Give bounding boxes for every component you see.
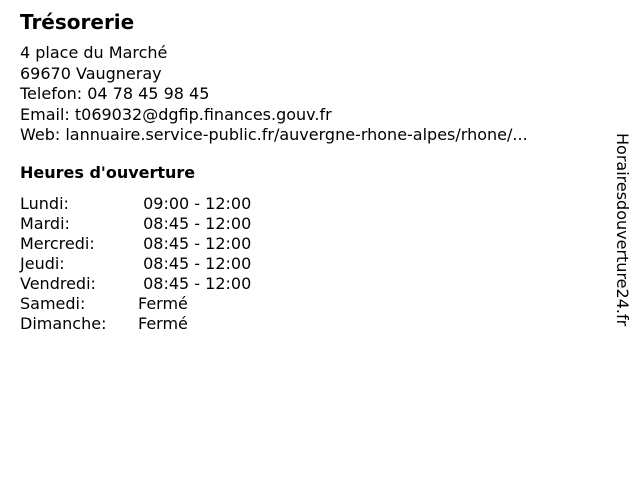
street-address: 4 place du Marché [20, 43, 168, 62]
website-link: Web: lannuaire.service-public.fr/auvergne-rhone-alpes/rhone/... [20, 125, 528, 144]
day-hours: Fermé [138, 314, 188, 333]
page-title: Trésorerie [20, 10, 135, 34]
day-label: Mercredi: [20, 234, 95, 253]
day-hours: 08:45 - 12:00 [138, 234, 252, 253]
day-hours: 08:45 - 12:00 [138, 254, 252, 273]
day-label: Jeudi: [20, 254, 65, 273]
city-address: 69670 Vaugneray [20, 63, 162, 83]
day-label: Lundi: [20, 194, 69, 213]
phone-number: Telefon: 04 78 45 98 45 [20, 84, 210, 103]
day-label: Vendredi: [20, 274, 96, 293]
day-hours: 09:00 - 12:00 [138, 194, 252, 213]
day-hours: 08:45 - 12:00 [138, 274, 252, 293]
contact-info [20, 43, 528, 146]
site-watermark: Horairesdouverture24.fr [613, 133, 632, 327]
day-label: Mardi: [20, 214, 70, 233]
day-label: Dimanche: [20, 314, 107, 333]
opening-hours-heading: Heures d'ouverture [20, 163, 196, 182]
email-address: Email: t069032@dgfip.finances.gouv.fr [20, 104, 332, 124]
day-hours: Fermé [138, 294, 188, 313]
day-hours: 08:45 - 12:00 [138, 214, 252, 233]
day-label: Samedi: [20, 294, 86, 313]
